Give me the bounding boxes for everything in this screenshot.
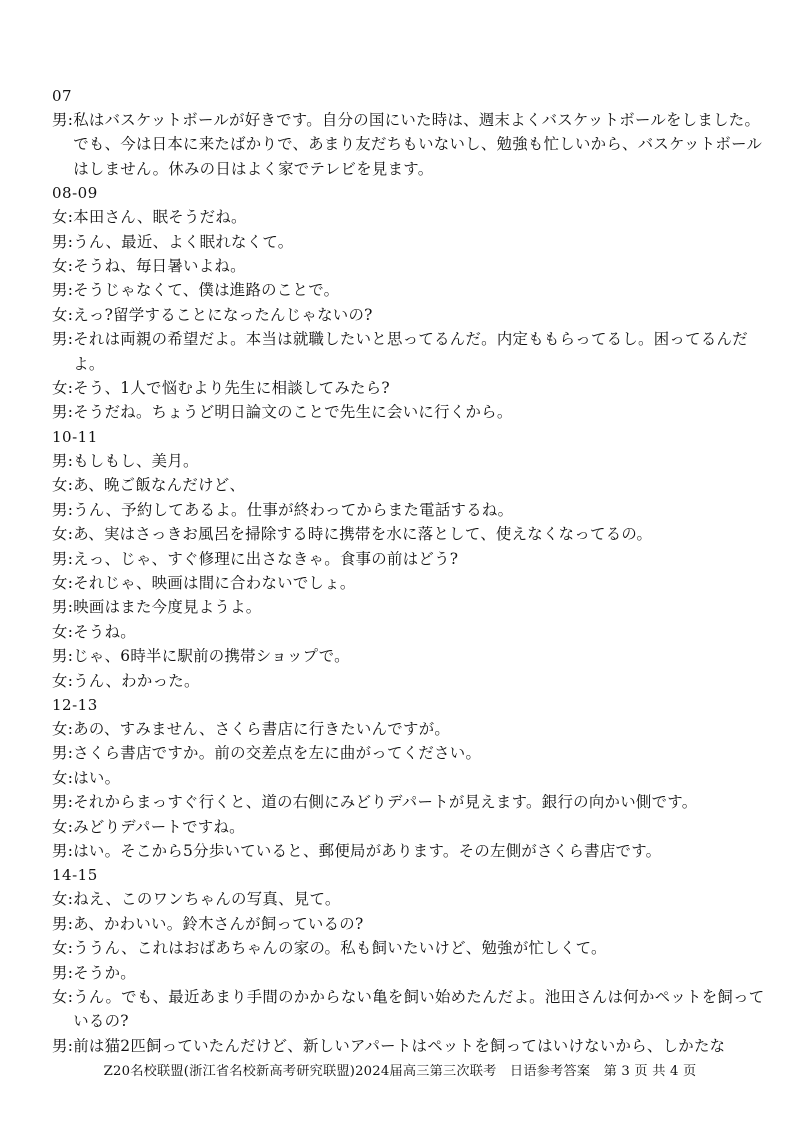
dialogue-line: [52, 985, 768, 1034]
speaker-label: 女:: [52, 939, 74, 958]
section-number: 10-11: [52, 427, 98, 446]
section-number: 08-09: [52, 184, 98, 203]
speech-text: そう、1人で悩むより先生に相談してみたら?: [73, 379, 390, 398]
speaker-label: 男:: [52, 963, 74, 982]
speaker-label: 女:: [52, 719, 74, 738]
dialogue-line: [52, 839, 768, 863]
speech-text: そうだね。ちょうど明日論文のことで先生に会いに行くから。: [73, 403, 513, 422]
dialogue-line: [52, 376, 768, 400]
speech-text: あ、晩ご飯なんだけど、: [73, 476, 246, 495]
dialogue-section: [52, 425, 768, 693]
dialogue-line: [52, 961, 768, 985]
dialogue-line: [52, 230, 768, 254]
speaker-label: 女:: [52, 890, 74, 909]
speaker-label: 男:: [52, 744, 74, 763]
dialogue-line: [52, 278, 768, 302]
dialogue-line: [52, 449, 768, 473]
speaker-label: 女:: [52, 768, 74, 787]
speech-text: それじゃ、映画は間に合わないでしょ。: [73, 573, 356, 592]
dialogue-line: [52, 766, 768, 790]
speaker-label: 男:: [52, 451, 74, 470]
speaker-label: 男:: [52, 647, 74, 666]
speech-text: ねえ、このワンちゃんの写真、見て。: [73, 890, 341, 909]
dialogue-line: [52, 327, 768, 376]
dialogue-line: [52, 815, 768, 839]
dialogue-line: [52, 400, 768, 424]
speaker-label: 男:: [52, 1036, 74, 1055]
dialogue-section: [52, 693, 768, 863]
speaker-label: 女:: [52, 573, 74, 592]
speaker-label: 男:: [52, 330, 74, 349]
dialogue-line: [52, 717, 768, 741]
speaker-label: 男:: [52, 232, 74, 251]
dialogue-line: [52, 741, 768, 765]
speaker-label: 男:: [52, 914, 74, 933]
dialogue-line: [52, 595, 768, 619]
speaker-label: 男:: [52, 793, 74, 812]
speech-text: そうね、毎日暑いよね。: [73, 257, 246, 276]
speaker-label: 女:: [52, 671, 74, 690]
dialogue-section: [52, 863, 768, 1058]
speaker-label: 女:: [52, 622, 74, 641]
section-number: 07: [52, 87, 73, 105]
speech-text: もしもし、美月。: [73, 451, 199, 470]
speech-text: うん、予約してあるよ。仕事が終わってからまた電話するね。: [73, 500, 514, 519]
dialogue-line: [52, 254, 768, 278]
speech-text: ううん、これはおばあちゃんの家の。私も飼いたいけど、勉強が忙しくて。: [73, 939, 607, 958]
speaker-label: 男:: [52, 403, 74, 422]
speech-text: 私はバスケットボールが好きです。自分の国にいた時は、週末よくバスケットボールをしました。でも、今は日本に来たばかりで、あまり友だちもいないし、勉強も忙しいから、バスケットボールはしません。休みの日はよく家でテレビを見ます。: [73, 111, 763, 178]
speech-text: えっ?留学することになったんじゃないの?: [73, 305, 373, 324]
speaker-label: 男:: [52, 549, 74, 568]
speech-text: みどりデパートですね。: [73, 817, 245, 836]
dialogue-line: [52, 498, 768, 522]
speech-text: じゃ、6時半に駅前の携帯ショップで。: [73, 647, 350, 666]
speaker-label: 女:: [52, 988, 74, 1006]
speech-text: はい。: [73, 768, 121, 787]
speaker-label: 女:: [52, 305, 74, 324]
page-footer: Z20名校联盟(浙江省名校新高考研究联盟)2024届高三第三次联考 日语参考答案 第 3 页 共 4 页: [103, 1064, 697, 1079]
speaker-label: 女:: [52, 208, 74, 227]
section-number: 12-13: [52, 695, 98, 714]
speech-text: うん、わかった。: [73, 671, 200, 690]
speaker-label: 男:: [52, 281, 74, 300]
speech-text: それは両親の希望だよ。本当は就職したいと思ってるんだ。内定ももらってるし。困ってるんだよ。: [73, 330, 748, 373]
dialogue-line: [52, 620, 768, 644]
speech-text: あ、かわいい。鈴木さんが飼っているの?: [73, 914, 364, 933]
dialogue-section: [52, 84, 768, 181]
speech-text: あの、すみません、さくら書店に行きたいんですが。: [73, 719, 451, 738]
dialogue-line: [52, 522, 768, 546]
speaker-label: 女:: [52, 525, 74, 544]
dialogue-line: [52, 571, 768, 595]
speech-text: 本田さん、眠そうだね。: [73, 208, 247, 227]
speech-text: さくら書店ですか。前の交差点を左に曲がってください。: [73, 744, 482, 763]
speaker-label: 男:: [52, 841, 74, 860]
speaker-label: 男:: [52, 111, 74, 129]
speech-text: うん。でも、最近あまり手間のかからない亀を飼い始めたんだよ。池田さんは何かペットを飼っているの?: [73, 988, 765, 1031]
dialogue-section: [52, 181, 768, 425]
speaker-label: 男:: [52, 500, 74, 519]
speech-text: うん、最近、よく眠れなくて。: [73, 232, 294, 251]
speech-text: 前は猫2匹飼っていたんだけど、新しいアパートはペットを飼ってはいけないから、しかたな: [73, 1036, 726, 1055]
speaker-label: 男:: [52, 598, 74, 617]
speech-text: それからまっすぐ行くと、道の右側にみどりデパートが見えます。銀行の向かい側です。: [73, 793, 698, 812]
dialogue-line: [52, 108, 768, 181]
dialogue-line: [52, 205, 768, 229]
speech-text: はい。そこから5分歩いていると、郵便局があります。その左側がさくら書店です。: [73, 841, 662, 860]
section-number: 14-15: [52, 866, 98, 885]
dialogue-line: [52, 936, 768, 960]
speaker-label: 女:: [52, 817, 74, 836]
speaker-label: 女:: [52, 476, 74, 495]
dialogue-line: [52, 644, 768, 668]
speech-text: そうじゃなくて、僕は進路のことで。: [73, 281, 340, 300]
dialogue-line: [52, 887, 768, 911]
dialogue-line: [52, 1034, 768, 1058]
dialogue-line: [52, 669, 768, 693]
speaker-label: 女:: [52, 379, 74, 398]
dialogue-line: [52, 547, 768, 571]
dialogue-line: [52, 473, 768, 497]
speech-text: あ、実はさっきお風呂を掃除する時に携帯を水に落として、使えなくなってるの。: [73, 525, 653, 544]
speech-text: そうか。: [73, 963, 136, 982]
dialogue-line: [52, 912, 768, 936]
transcript-content: [52, 84, 768, 1058]
speech-text: 映画はまた今度見ようよ。: [73, 598, 262, 617]
speech-text: えっ、じゃ、すぐ修理に出さなきゃ。食事の前はどう?: [73, 549, 459, 568]
speaker-label: 女:: [52, 257, 74, 276]
dialogue-line: [52, 790, 768, 814]
speech-text: そうね。: [73, 622, 136, 641]
dialogue-line: [52, 303, 768, 327]
